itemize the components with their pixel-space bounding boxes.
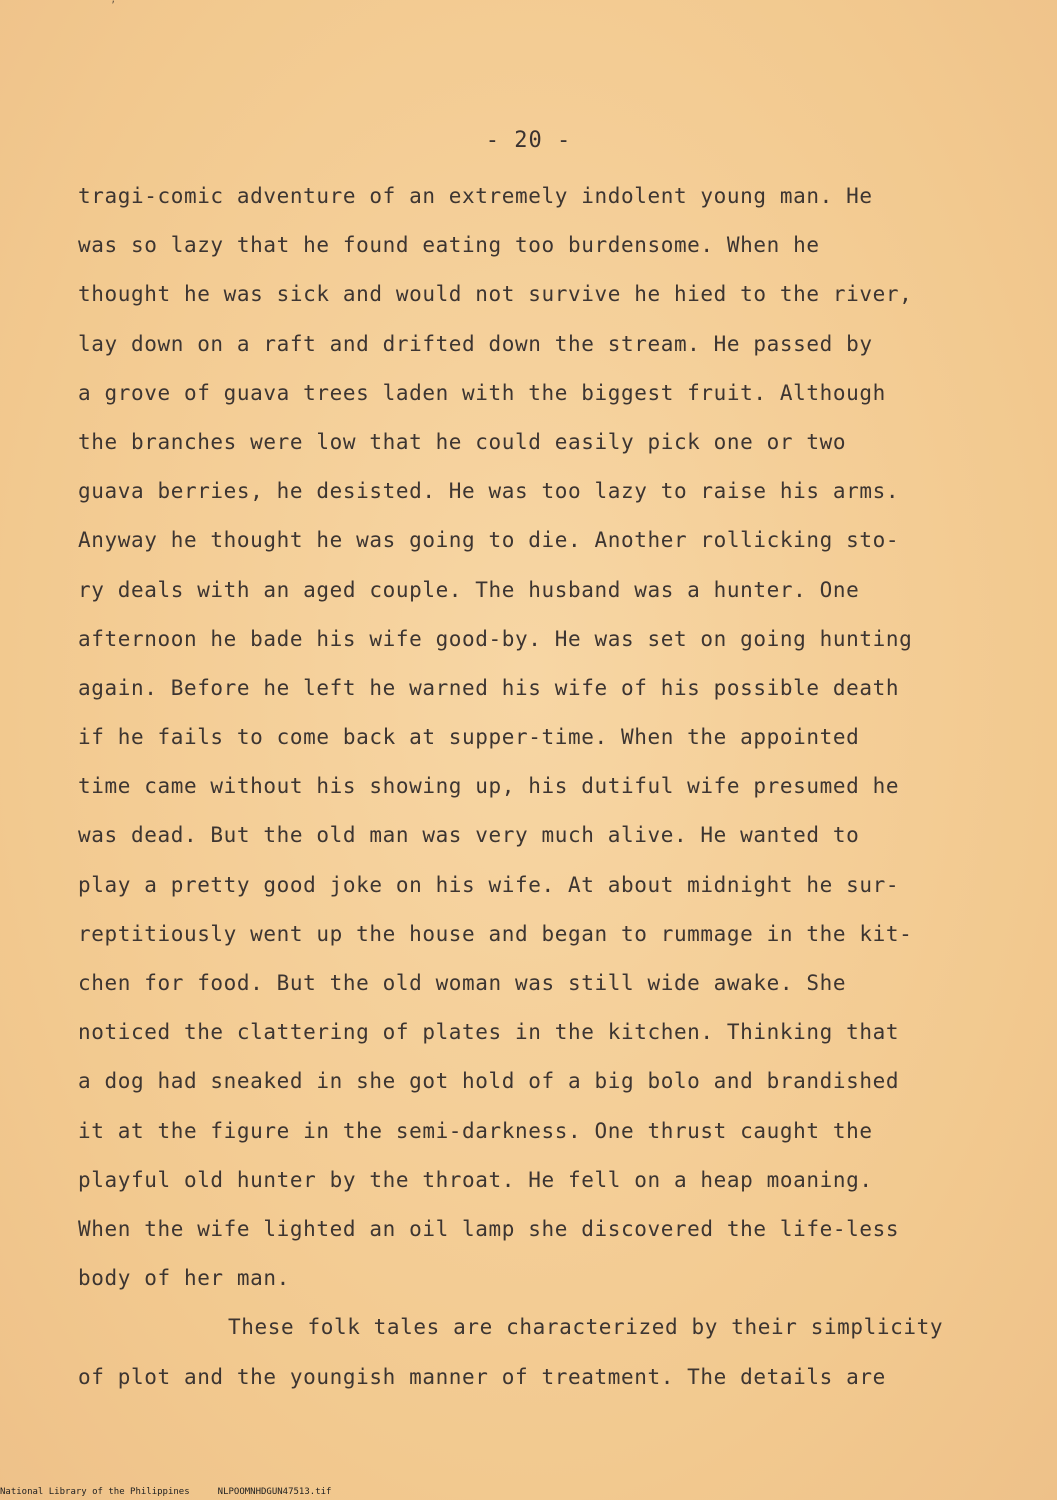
text-line: it at the figure in the semi-darkness. One thrust caught the: [78, 1118, 873, 1143]
text-line: afternoon he bade his wife good-by. He was set on going hunting: [78, 626, 913, 651]
text-line: noticed the clattering of plates in the kitchen. Thinking that: [78, 1020, 900, 1045]
library-credit: National Library of the Philippines: [0, 1487, 190, 1497]
text-line: again. Before he left he warned his wife of his possible death: [78, 675, 900, 700]
text-line: body of her man.: [78, 1266, 290, 1291]
text-line: Anyway he thought he was going to die. Another rollicking sto-: [78, 528, 900, 553]
text-line: was so lazy that he found eating too burdensome. When he: [78, 233, 820, 258]
scan-filename: NLPOOMNHDGUN47513.tif: [217, 1487, 332, 1497]
text-line: time came without his showing up, his dutiful wife presumed he: [78, 774, 900, 799]
text-line: thought he was sick and would not survive he hied to the river,: [78, 282, 913, 307]
text-line: tragi-comic adventure of an extremely indolent young man. He: [78, 184, 873, 208]
text-line: These folk tales are characterized by their simplicity: [228, 1315, 944, 1340]
corner-mark: ʼ: [110, 0, 117, 11]
page-number: - 20 -: [485, 128, 572, 153]
text-line: playful old hunter by the throat. He fell on a heap moaning.: [78, 1167, 873, 1192]
text-line: a dog had sneaked in she got hold of a big bolo and brandished: [78, 1069, 900, 1094]
text-line: chen for food. But the old woman was still wide awake. She: [78, 971, 847, 995]
text-line: reptitiously went up the house and began to rummage in the kit-: [78, 921, 913, 946]
text-line: if he fails to come back at supper-time. When the appointed: [78, 725, 860, 750]
text-line: ry deals with an aged couple. The husband was a hunter. One: [78, 577, 860, 602]
text-line: When the wife lighted an oil lamp she discovered the life-less: [78, 1216, 900, 1241]
text-line: was dead. But the old man was very much alive. He wanted to: [78, 823, 860, 848]
text-line: of plot and the youngish manner of treatment. The details are: [78, 1364, 886, 1389]
text-line: guava berries, he desisted. He was too lazy to raise his arms.: [78, 479, 900, 504]
text-line: play a pretty good joke on his wife. At about midnight he sur-: [78, 872, 900, 897]
text-line: lay down on a raft and drifted down the stream. He passed by: [78, 331, 873, 356]
scan-footer: [0, 1487, 331, 1497]
text-line: the branches were low that he could easily pick one or two: [78, 429, 847, 454]
body-text: [78, 172, 1018, 1402]
text-line: a grove of guava trees laden with the biggest fruit. Although: [78, 380, 886, 405]
